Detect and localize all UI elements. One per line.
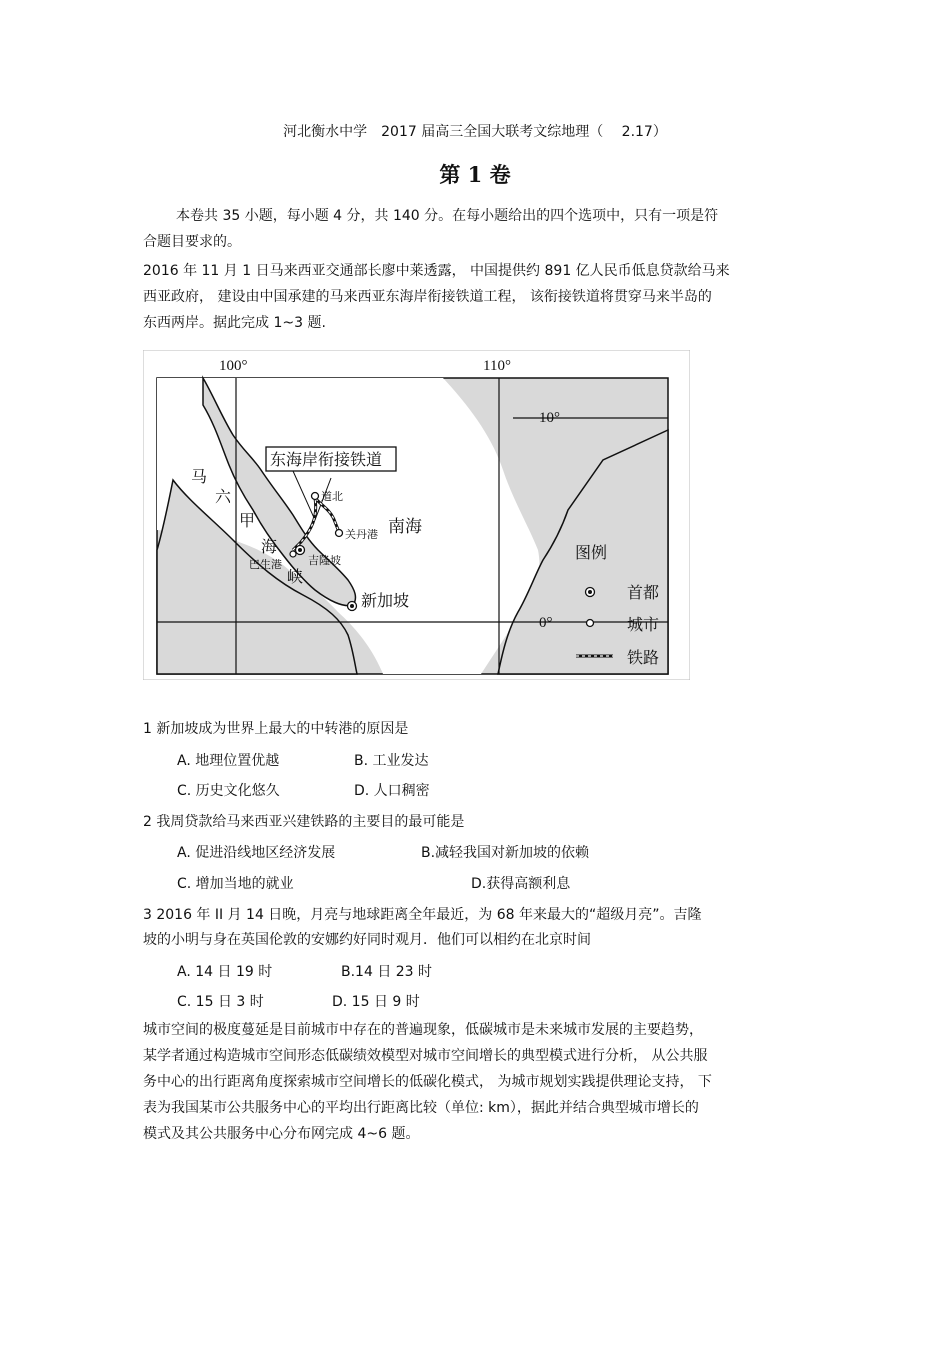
legend-city-label: 城市 (627, 617, 660, 634)
passage2-line-3: 务中心的出行距离角度探索城市空间增长的低碳化模式， 为城市规划实践提供理论支持， 下 (143, 1074, 712, 1090)
city-singapore-label: 新加坡 (361, 593, 410, 610)
city-daobei-label: 道北 (321, 491, 343, 503)
passage1-line-3: 东西两岸。据此完成 1~3 题. (143, 315, 326, 331)
lon-100-label: 100° (219, 358, 248, 374)
section-title: 第 1 卷 (439, 162, 511, 187)
q2-option-b[interactable]: B.减轻我国对新加坡的依赖 (421, 845, 590, 861)
city-bashenggang-dot (290, 551, 296, 557)
city-jilongpo-label: 吉隆坡 (308, 555, 341, 567)
city-bashenggang-label: 巴生港 (249, 559, 282, 571)
city-guandan-label: 关丹港 (345, 529, 378, 541)
q3-option-a[interactable]: A. 14 日 19 时 (177, 964, 273, 980)
lon-110-label: 110° (483, 358, 511, 374)
passage1-line-1: 2016 年 11 月 1 日马来西亚交通部长廖中莱透露， 中国提供约 891 亿人民币低息贷款给马来 (143, 263, 730, 279)
city-guandan-dot (336, 530, 343, 537)
exam-title: 河北衡水中学 2017 届高三全国大联考文综地理（ 2.17） (283, 124, 667, 140)
sea-label: 南海 (388, 517, 422, 536)
q1-option-d[interactable]: D. 人口稠密 (354, 783, 430, 799)
strait-char-2: 六 (215, 489, 232, 506)
legend-railway-label: 铁路 (627, 650, 660, 667)
passage2-line-4: 表为我国某市公共服务中心的平均出行距离比较（单位: km），据此并结合典型城市增长的 (143, 1100, 699, 1116)
legend-title: 图例 (575, 545, 608, 562)
railway-label: 东海岸衔接铁道 (270, 452, 383, 469)
passage2-line-2: 某学者通过构造城市空间形态低碳绩效模型对城市空间增长的典型模式进行分析， 从公共服 (143, 1048, 708, 1064)
strait-char-1: 马 (191, 469, 208, 486)
lat-0-label: 0° (539, 615, 553, 631)
capital-kl-dot (298, 548, 302, 552)
lat-10-label: 10° (539, 410, 560, 426)
city-daobei-dot (312, 493, 319, 500)
q3-option-b[interactable]: B.14 日 23 时 (341, 964, 433, 980)
q1-option-a[interactable]: A. 地理位置优越 (177, 753, 280, 769)
intro-line-2: 合题目要求的。 (143, 234, 241, 250)
q1-option-b[interactable]: B. 工业发达 (354, 753, 429, 769)
q3-stem-line-1: 3 2016 年 II 月 14 日晚，月亮与地球距离全年最近，为 68 年来最大的“超级月亮”。吉隆 (143, 907, 702, 923)
q2-option-d[interactable]: D.获得高额利息 (471, 876, 571, 892)
q3-option-c[interactable]: C. 15 日 3 时 (177, 994, 264, 1010)
q3-stem-line-2: 坡的小明与身在英国伦敦的安娜约好同时观月．他们可以相约在北京时间 (143, 932, 591, 948)
passage2-line-1: 城市空间的极度蔓延是目前城市中存在的普遍现象，低碳城市是未来城市发展的主要趋势， (143, 1022, 703, 1038)
strait-char-4: 海 (261, 539, 278, 556)
strait-char-5: 峡 (287, 569, 304, 586)
q1-stem: 1 新加坡成为世界上最大的中转港的原因是 (143, 721, 409, 737)
q2-option-c[interactable]: C. 增加当地的就业 (177, 876, 294, 892)
legend-city-dot (587, 620, 594, 627)
q2-option-a[interactable]: A. 促进沿线地区经济发展 (177, 845, 336, 861)
malaysia-railway-map (143, 350, 690, 680)
legend-capital-label: 首都 (627, 585, 660, 602)
intro-line-1: 本卷共 35 小题，每小题 4 分，共 140 分。在每小题给出的四个选项中，只有一项是符 (176, 208, 719, 224)
strait-char-3: 甲 (239, 513, 256, 530)
capital-singapore-dot (350, 604, 354, 608)
q1-option-c[interactable]: C. 历史文化悠久 (177, 783, 280, 799)
q2-stem: 2 我周贷款给马来西亚兴建铁路的主要目的最可能是 (143, 814, 465, 830)
passage1-line-2: 西亚政府， 建设由中国承建的马来西亚东海岸衔接铁道工程， 该衔接铁道将贯穿马来半岛的 (143, 289, 712, 305)
legend-capital-dot (588, 590, 592, 594)
q3-option-d[interactable]: D. 15 日 9 时 (332, 994, 420, 1010)
passage2-line-5: 模式及其公共服务中心分布网完成 4~6 题。 (143, 1126, 420, 1142)
